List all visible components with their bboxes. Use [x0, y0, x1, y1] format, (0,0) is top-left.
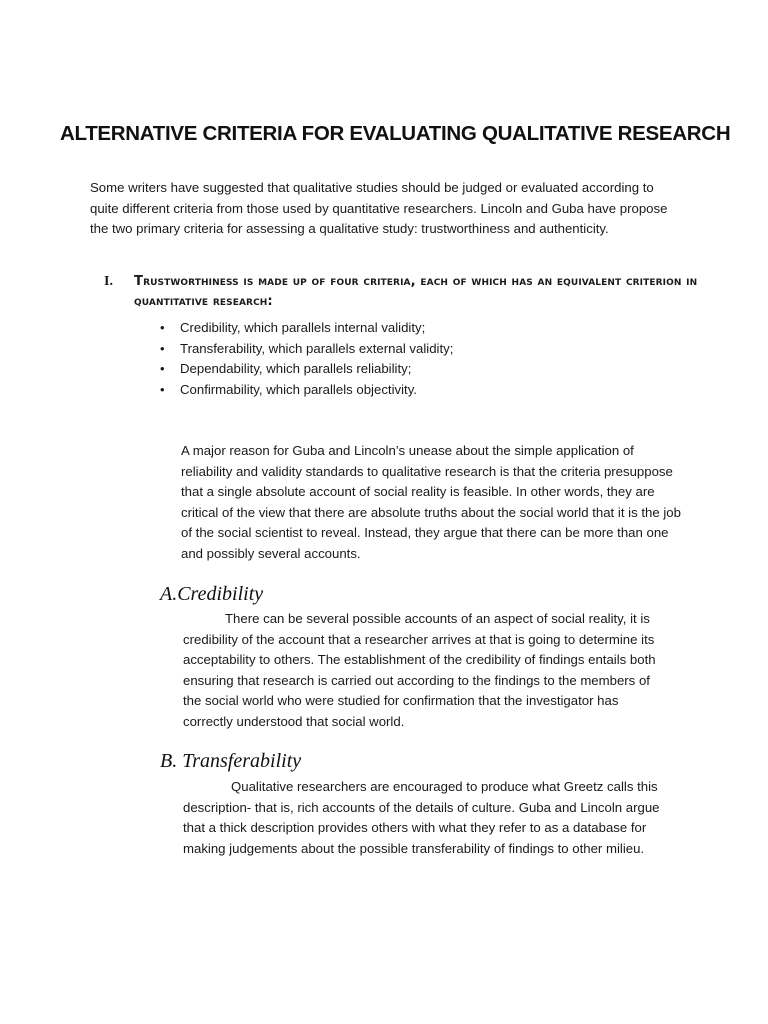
transferability-paragraph: Qualitative researchers are encouraged to produce what Greetz calls this description- that is, rich accounts of the details of culture. Guba and Lincoln argue that a thick description provides others with what they refer to as a database for making judgements about the possible transferability of findings to other milieu. [183, 779, 660, 856]
bullet-icon: • [160, 340, 165, 356]
transferability-heading: B. Transferability [160, 750, 302, 772]
credibility-paragraph: There can be several possible accounts of an aspect of social reality, it is credibility of the account that a researcher arrives at that is going to determine its acceptability to others. The establishment of the credibility of findings entails both ensuring that research is carried out according to the findings to the members of the social world who were studied for confirmation that the investigator has correctly understood that social world. [183, 611, 656, 729]
list-item-text: Dependability, which parallels reliability; [180, 361, 412, 377]
section-1-heading [104, 272, 704, 312]
section-1-number: I. [104, 274, 114, 289]
bullet-icon: • [160, 381, 165, 397]
bullet-icon: • [160, 320, 165, 335]
list-item [160, 380, 453, 401]
list-item-text: Transferability, which parallels external validity; [180, 340, 454, 356]
list-item [160, 339, 453, 360]
intro-paragraph: Some writers have suggested that qualitative studies should be judged or evaluated according to quite different criteria from those used by quantitative researchers. Lincoln and Guba have propose the two primary criteria for assessing a qualitative study: trustworthiness and authenticity. [90, 180, 668, 237]
list-item-text: Credibility, which parallels internal validity; [180, 320, 426, 335]
criteria-list [160, 318, 453, 400]
section-1-heading-text: Trustworthiness is made up of four criteria, each of which has an equivalent criterion in quantitative research: [134, 274, 698, 309]
bullet-icon: • [160, 361, 165, 377]
list-item [160, 318, 453, 339]
list-item [160, 359, 453, 380]
list-item-text: Confirmability, which parallels objectivity. [180, 381, 417, 397]
section-1-paragraph: A major reason for Guba and Lincoln’s unease about the simple application of reliability and validity standards to qualitative research is that the criteria presuppose that a single absolute account of social reality is feasible. In other words, they are critical of the view that there are absolute truths about the social world that it is the job of the social scientist to reveal. Instead, they argue that there can be more than one and possibly several accounts. [181, 443, 681, 561]
document-title: ALTERNATIVE CRITERIA FOR EVALUATING QUALITATIVE RESEARCH [60, 121, 731, 145]
credibility-heading: A.Credibility [160, 583, 264, 605]
